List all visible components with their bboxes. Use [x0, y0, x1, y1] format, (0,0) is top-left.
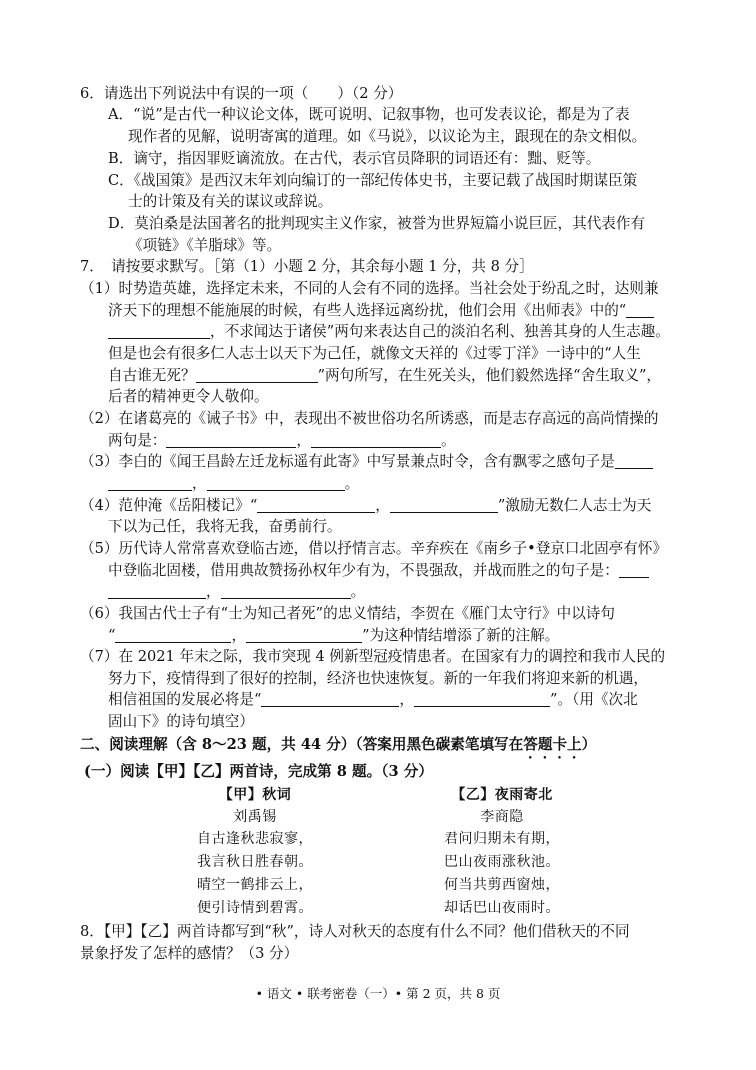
answer-blank[interactable]	[311, 432, 441, 448]
q7-6-line2: “ ， ”为这种情结增添了新的注解。	[108, 627, 560, 644]
answer-blank[interactable]	[196, 367, 318, 383]
answer-blank[interactable]	[246, 627, 362, 643]
q6-option-c: C．《战国策》是西汉末年刘向编订的一部纪传体史书，主要记载了战国时期谋臣策	[108, 172, 638, 189]
q7-3-line1: （3）李白的《闻王昌龄左迁龙标遥有此寄》中写景兼点时令，含有飘零之感句子是	[80, 452, 653, 472]
q7-1-line5: 自古谁无死？ ”两句所写，在生死关头，他们毅然选择“舍生取义”，	[108, 367, 662, 384]
poem-b-title: 【乙】夜雨寄北	[451, 787, 553, 803]
q7-7-line2: 努力下，疫情得到了很好的控制，经济也快速恢复。新的一年我们将迎来新的机遇，	[108, 670, 648, 687]
poem-b-line: 却话巴山夜雨时。	[444, 900, 560, 916]
answer-blank[interactable]	[108, 475, 192, 491]
q7-1-line1: （1）时势造英雄，选择定未来，不同的人会有不同的选择。当社会处于纷乱之时，达则兼	[80, 280, 659, 297]
q8-stem-cont: 景象抒发了怎样的感情？（3 分）	[80, 945, 299, 962]
poem-a-line: 自古逢秋悲寂寥，	[197, 831, 313, 847]
q7-1-line6: 后者的精神更令人敬仰。	[108, 388, 269, 405]
answer-blank[interactable]	[115, 627, 231, 643]
q7-1-line3: ，不求闻达于诸侯”两句来表达自己的淡泊名利、独善其身的人生志趣。	[108, 322, 670, 342]
q7-3-line2: ， 。	[108, 474, 359, 494]
answer-blank[interactable]	[414, 691, 550, 707]
q7-7-line3: 相信祖国的发展必将是“ ， ”。（用《次北	[108, 691, 638, 708]
answer-blank[interactable]	[261, 691, 399, 707]
q7-4-line1: （4）范仲淹《岳阳楼记》“ ， ”激励无数仁人志士为天	[80, 497, 652, 514]
q6-option-a: A．“说”是古代一种议论文体，既可说明、记叙事物，也可发表议论，都是为了表	[108, 106, 630, 123]
answer-blank[interactable]	[221, 583, 351, 599]
q7-4-line2: 下以为己任，我将无我，奋勇前行。	[108, 518, 342, 535]
q6-stem: 6．请选出下列说法中有误的一项（ ）（2 分）	[80, 85, 403, 102]
answer-blank[interactable]	[390, 497, 498, 513]
q7-1-line4: 但是也会有很多仁人志士以天下为己任，就像文天祥的《过零丁洋》一诗中的“人生	[108, 345, 641, 362]
poem-b-author: 李商隐	[480, 809, 524, 825]
poem-a-line: 便引诗情到碧霄。	[197, 900, 313, 916]
q7-7-line1: （7）在 2021 年末之际，我市突现 4 例新型冠疫情患者。在国家有力的调控和我市人民的	[80, 648, 666, 665]
q7-5-line3: ， 。	[108, 582, 365, 602]
poem-a-author: 刘禹锡	[233, 809, 277, 825]
q7-1-line2: 济天下的理想不能施展的时候，有些人选择远离纷扰，他们会用《出师表》中的“	[108, 301, 654, 321]
answer-blank[interactable]	[626, 302, 654, 318]
q7-6-line1: （6）我国古代士子有“士为知己者死”的忠义情结，李贺在《雁门太守行》中以诗句	[80, 605, 615, 622]
section2-heading: 二、阅读理解（含 8～23 题，共 44 分）（答案用黑色碳素笔填写在答题卡上）	[80, 736, 597, 753]
q7-stem: 7． 请按要求默写。［第（1）小题 2 分，其余每小题 1 分，共 8 分］	[80, 258, 534, 275]
poem-a-title: 【甲】秋词	[218, 787, 292, 803]
section2-subheading: (一）阅读【甲】【乙】两首诗，完成第 8 题。（3 分）	[84, 763, 433, 780]
answer-blank[interactable]	[207, 475, 345, 491]
q6-option-d-cont: 《项链》《羊脂球》等。	[128, 237, 282, 254]
poem-a-line: 晴空一鹤排云上，	[197, 877, 313, 893]
q7-7-line4: 固山下》的诗句填空）	[108, 713, 254, 730]
answer-blank[interactable]	[108, 323, 210, 339]
page-footer: • 语文 • 联考密卷（一）• 第 2 页，共 8 页	[255, 986, 501, 1001]
q7-2-line1: （2）在诸葛亮的《诫子书》中，表现出不被世俗功名所诱惑，而是志存高远的高尚情操的	[80, 410, 659, 427]
q7-5-line2: 中登临北固楼，借用典故赞扬孙权年少有为，不畏强敌，并战而胜之的句子是：	[108, 561, 649, 581]
q6-option-b: B．谪守，指因罪贬谪流放。在古代，表示官员降职的词语还有：黜、贬等。	[108, 150, 601, 167]
answer-blank[interactable]	[615, 453, 653, 469]
poem-a-line: 我言秋日胜春朝。	[197, 854, 313, 870]
poem-b-line: 何当共剪西窗烛，	[444, 877, 560, 893]
q7-2-line2: 两句是： ， 。	[108, 432, 456, 449]
q8-stem: 8．【甲】【乙】两首诗都写到“秋”，诗人对秋天的态度有什么不同？他们借秋天的不同	[80, 923, 630, 940]
q6-option-c-cont: 士的计策及有关的谋议或辞说。	[128, 193, 333, 210]
poem-b-line: 君问归期未有期，	[444, 831, 560, 847]
answer-blank[interactable]	[619, 562, 649, 578]
answer-blank[interactable]	[166, 432, 296, 448]
poem-b-line: 巴山夜雨涨秋池。	[444, 854, 560, 870]
q6-option-a-cont: 现作者的见解，说明寄寓的道理。如《马说》，以议论为主，跟现在的杂文相似。	[128, 128, 647, 145]
answer-blank[interactable]	[108, 583, 206, 599]
answer-blank[interactable]	[257, 497, 375, 513]
q6-option-d: D．莫泊桑是法国著名的批判现实主义作家，被誉为世界短篇小说巨匠，其代表作有	[108, 215, 646, 232]
q7-5-line1: （5）历代诗人常常喜欢登临古迹，借以抒情言志。辛弃疾在《南乡子•登京口北固亭有怀》	[80, 540, 668, 557]
